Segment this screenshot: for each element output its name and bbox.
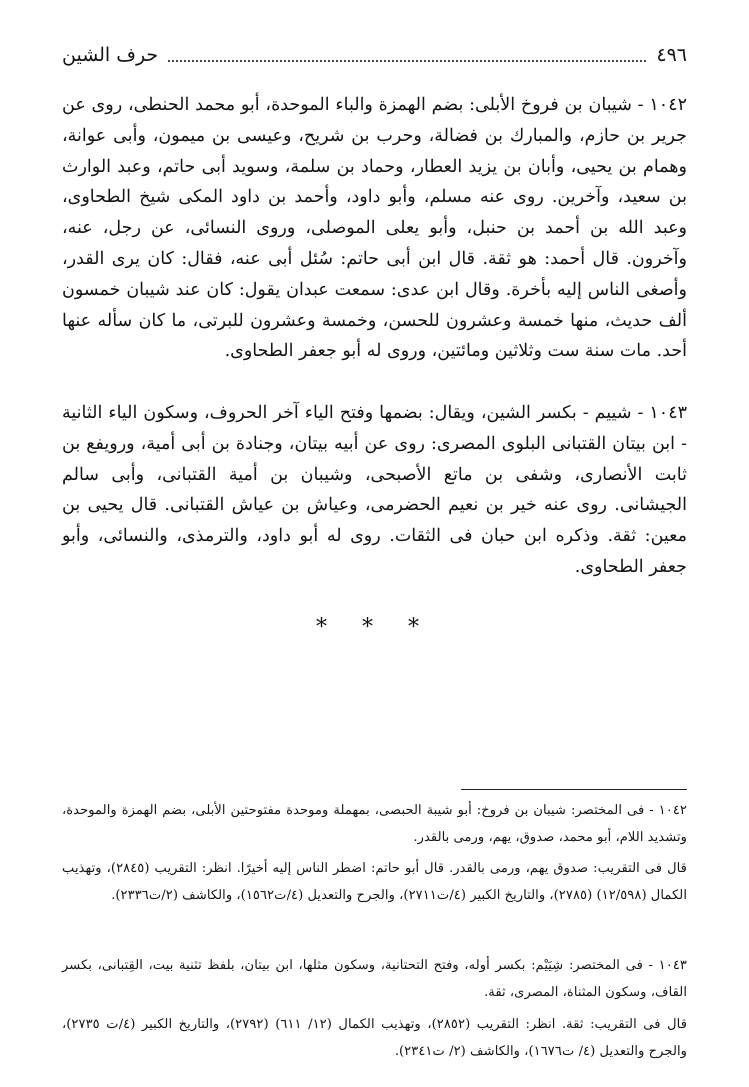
chapter-title: حرف الشين [62, 44, 159, 66]
header-leader-dots [168, 48, 646, 62]
footnote-rule [461, 789, 687, 790]
footnote-1042-taqrib: قال فى التقريب: صدوق يهم، ورمى بالقدر. قال أبو حاتم: اضطر الناس إليه أخيرًا. انظر: التقريب (٢٨٤٥)، وتهذيب الكمال (١٢/٥٩٨) (٢٧٨٥)، والتاريخ الكبير (٤/ت٢٧١١)، والجرح والتعديل (٤/ت١٥٦٢)، والكاشف (٢/ت٢٣٣٦). [62, 861, 687, 903]
footnote-1043-mukhtasar: ١٠٤٣ - فى المختصر: شِيَيْم: بكسر أوله، وفتح التحتانية، وسكون مثلها، ابن بيتان، بلفظ تثنية بيت، القِتبانى، بكسر القاف، وسكون المثناة، المصرى، ثقة. [62, 958, 687, 1000]
page-number: ٤٩٦ [656, 44, 687, 66]
footnote-1042-mukhtasar: ١٠٤٢ - فى المختصر: شيبان بن فروخ: أبو شيبة الحبصى، بمهملة وموحدة مفتوحتين الأبلى، بضم الهمزة والموحدة، وتشديد اللام، أبو محمد، صدوق، يهم، ورمى بالقدر. [62, 803, 687, 845]
entry-1043: ١٠٤٣ - شييم - بكسر الشين، ويقال: بضمها وفتح الياء آخر الحروف، وسكون الياء الثانية - ابن بيتان القتبانى البلوى المصرى: روى عن أبيه بيتان، وجنادة بن أبى أمية، ورويفع بن ثابت الأنصارى، وشفى بن ماتع الأصبحى، وشيبان بن أمية القتبانى، وأبى سالم الجيشانى. روى عنه خير بن نعيم الحضرمى، وعياش بن عياش القتبانى. قال يحيى بن معين: ثقة. وذكره ابن حبان فى الثقات. روى له أبو داود، والترمذى، والنسائى، وأبو جعفر الطحاوى. [62, 403, 687, 577]
footnote-1043-taqrib: قال فى التقريب: ثقة. انظر: التقريب (٢٨٥٢)، وتهذيب الكمال (١٢/ ٦١١) (٢٧٩٢)، والتاريخ الكبير (٤/ت ٢٧٣٥)، والجرح والتعديل (٤/ ت١٦٧٦)، والكاشف (٢/ ت٢٣٤١). [62, 1017, 687, 1059]
running-header [62, 40, 687, 70]
section-separator: * * * [316, 615, 433, 640]
entry-1042: ١٠٤٢ - شيبان بن فروخ الأبلى: بضم الهمزة والباء الموحدة، أبو محمد الحنطى، روى عن جرير بن حازم، والمبارك بن فضالة، وحرب بن شريح، وعيسى بن ميمون، وأبى عوانة، وهمام بن يحيى، وأبان بن يزيد العطار، وحماد بن سلمة، وسويد أبى حاتم، وعبد الوارث بن سعيد، وآخرين. روى عنه مسلم، وأبو داود، وأحمد بن داود المكى شيخ الطحاوى، وعبد الله بن أحمد بن حنبل، وأبو يعلى الموصلى، وروى النسائى، عن رجل، عنه، وآخرون. قال أحمد: هو ثقة. قال ابن أبى حاتم: سُئل أبى عنه، فقال: كان يرى القدر، وأصغى الناس إليه بأخرة. وقال ابن عدى: سمعت عبدان يقول: كان عند شيبان خمسون ألف حديث، منها خمسة وعشرون للحسن، وخمسة وعشرون للبرتى، ما كان سأله عنها أحد. مات سنة ست وثلاثين ومائتين، وروى له أبو جعفر الطحاوى. [62, 95, 687, 362]
